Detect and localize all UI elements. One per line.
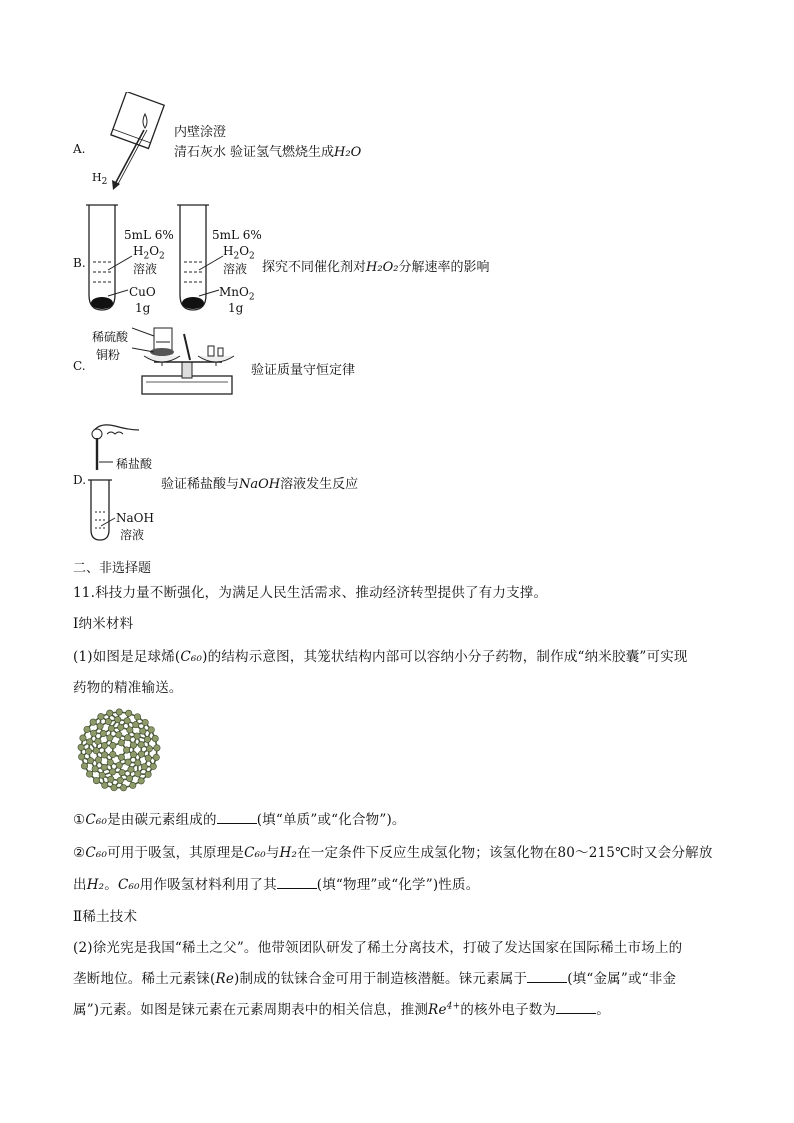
answer-blank-2[interactable] — [277, 876, 317, 889]
fullerene-atom — [146, 746, 152, 752]
fullerene-atom — [92, 766, 98, 772]
fullerene-atom — [116, 732, 122, 738]
answer-blank-3[interactable] — [527, 970, 567, 983]
fullerene-atom — [95, 757, 101, 763]
option-b-description: 探究不同催化剂对H₂O₂分解速率的影响 — [262, 260, 490, 275]
part-1-title: Ⅰ纳米材料 — [73, 616, 134, 632]
fullerene-atom — [148, 727, 154, 733]
fullerene-atom — [93, 747, 99, 753]
fullerene-atom — [110, 742, 116, 748]
fullerene-atom — [84, 726, 90, 732]
fullerene-atom — [101, 752, 107, 758]
fullerene-atom — [87, 757, 93, 763]
fullerene-atom — [126, 775, 132, 781]
fullerene-atom — [107, 759, 113, 765]
option-b-tube2-solution: $H_2O_2$ — [223, 244, 255, 262]
fullerene-atom — [116, 762, 122, 768]
option-b-tube2-catalyst: MnO$_2$ — [219, 285, 255, 303]
fullerene-atom — [107, 710, 113, 716]
fullerene-atom — [115, 716, 121, 722]
fullerene-atom — [108, 776, 114, 782]
part-1-paragraph-line-1: (1)如图是足球烯(C₆₀)的结构示意图，其笼状结构内部可以容纳小分子药物，制作成“纳米胶囊”可实现 — [73, 649, 688, 665]
answer-blank-1[interactable] — [217, 811, 257, 824]
answer-blank-4[interactable] — [556, 1001, 596, 1014]
fullerene-atom — [128, 766, 134, 772]
option-b-tube2-mass: 1g — [228, 301, 244, 315]
option-c-label-acid: 稀硫酸 — [92, 330, 129, 344]
sub-question-2-line-2: 出H₂。C₆₀用作吸氢材料利用了其 (填“物理”或“化学”)性质。 — [73, 877, 480, 893]
fullerene-atom — [85, 748, 91, 754]
fullerene-atom — [138, 778, 144, 784]
option-d-label-naoh: NaOH — [116, 511, 154, 525]
option-b-tube2-volume: 5mL 6% — [212, 228, 262, 242]
fullerene-atom — [118, 754, 124, 760]
fullerene-atom — [145, 771, 151, 777]
fullerene-atom — [154, 745, 160, 751]
option-c-letter: C. — [73, 359, 86, 373]
fullerene-atom — [119, 769, 125, 775]
fullerene-atom — [78, 754, 84, 760]
fullerene-atom — [138, 741, 144, 747]
option-d-letter: D. — [73, 473, 87, 487]
fullerene-atom — [153, 754, 159, 760]
fullerene-atom — [86, 771, 92, 777]
fullerene-atom — [125, 759, 131, 765]
fullerene-atom — [134, 714, 140, 720]
part-2-paragraph-line-3: 属”)元素。如图是铼元素在元素周期表中的相关信息，推测$Re^{4+}$的核外电子数为 。 — [73, 1001, 610, 1018]
option-c-description: 验证质量守恒定律 — [251, 363, 356, 378]
option-b-tube2-solution-2: 溶液 — [223, 262, 248, 276]
fullerene-atom — [110, 751, 116, 757]
fullerene-atom — [130, 782, 136, 788]
option-a-gas-label: $H_2$ — [92, 171, 108, 188]
option-d-label-solution: 溶液 — [120, 528, 145, 542]
fullerene-atom — [90, 719, 96, 725]
option-b-tube1-solution-2: 溶液 — [133, 262, 158, 276]
fullerene-atom — [118, 724, 124, 730]
fullerene-atom — [93, 777, 99, 783]
fullerene-atom — [97, 723, 103, 729]
option-d-label-acid: 稀盐酸 — [116, 457, 153, 471]
sub-question-1: ①C₆₀是由碳元素组成的 (填“单质”或“化合物”)。 — [73, 812, 406, 828]
option-b-tube1-mass: 1g — [135, 301, 151, 315]
option-c-balance — [132, 322, 242, 402]
part-2-paragraph-line-2: 垄断地位。稀土元素铼(Re)制成的钛铼合金可用于制造核潜艇。铼元素属于 (填“金属”或“非金 — [73, 971, 677, 987]
fullerene-atom — [130, 751, 136, 757]
fullerene-atom — [145, 755, 151, 761]
question-11-stem: 11.科技力量不断强化，为满足人民生活需求、推动经济转型提供了有力支撑。 — [73, 585, 548, 601]
fullerene-atom — [135, 771, 141, 777]
fullerene-atom — [141, 764, 147, 770]
fullerene-atom — [138, 751, 144, 757]
part-1-paragraph-line-2: 药物的精准输送。 — [73, 680, 183, 696]
fullerene-atom — [105, 718, 111, 724]
fullerene-atom — [101, 742, 107, 748]
option-b-tube1-solution: $H_2O_2$ — [133, 244, 165, 262]
fullerene-atom — [140, 728, 146, 734]
fullerene-atom — [98, 713, 104, 719]
fullerene-atom — [130, 742, 136, 748]
fullerene-atom — [78, 744, 84, 750]
option-b-tube1-volume: 5mL 6% — [124, 228, 174, 242]
fullerene-atom — [125, 710, 131, 716]
sub-question-2-line-1: ②C₆₀可用于吸氢，其原理是C₆₀与H₂在一定条件下反应生成氢化物；该氢化物在80～215℃时又会分解放 — [73, 845, 713, 861]
fullerene-atom — [152, 735, 158, 741]
fullerene-atom — [87, 739, 93, 745]
fullerene-atom — [80, 735, 86, 741]
option-b-letter: B. — [73, 256, 86, 270]
fullerene-atom — [142, 719, 148, 725]
fullerene-atom — [100, 730, 106, 736]
fullerene-atom — [102, 782, 108, 788]
fullerene-atom — [111, 784, 117, 790]
fullerene-atom — [134, 733, 140, 739]
option-b-tube1-catalyst: CuO — [129, 285, 156, 299]
fullerene-atom — [118, 740, 124, 746]
fullerene-atom — [109, 769, 115, 775]
fullerene-atom — [150, 763, 156, 769]
fullerene-atom — [108, 725, 114, 731]
fullerene-atom — [120, 785, 126, 791]
fullerene-atom — [101, 764, 107, 770]
fullerene-atom — [135, 760, 141, 766]
section-title: 二、非选择题 — [73, 561, 152, 576]
fullerene-atom — [133, 721, 139, 727]
fullerene-atom — [95, 738, 101, 744]
option-a-letter: A. — [73, 142, 86, 156]
fullerene-atom — [124, 718, 130, 724]
fullerene-atom — [107, 735, 113, 741]
fullerene-atom — [116, 709, 122, 715]
option-d-description: 验证稀盐酸与NaOH溶液发生反应 — [161, 477, 359, 492]
fullerene-atom — [125, 734, 131, 740]
fullerene-atom — [144, 736, 150, 742]
fullerene-atom — [90, 730, 96, 736]
option-a-description: 验证氢气燃烧生成H₂O — [230, 145, 362, 160]
fullerene-atom — [117, 777, 123, 783]
part-2-paragraph-line-1: (2)徐光宪是我国“稀土之父”。他带领团队研发了稀土分离技术，打破了发达国家在国际稀土市场上的 — [73, 940, 683, 956]
option-c-label-copper: 铜粉 — [96, 348, 121, 362]
option-a-label-line1: 内壁涂澄 — [174, 125, 227, 140]
option-a-label-line2: 清石灰水 — [174, 145, 227, 160]
fullerene-atom — [123, 747, 129, 753]
fullerene-c60-image — [74, 705, 164, 795]
fullerene-atom — [127, 727, 133, 733]
part-2-title: Ⅱ稀土技术 — [73, 909, 138, 925]
fullerene-atom — [81, 763, 87, 769]
fullerene-atom — [99, 772, 105, 778]
